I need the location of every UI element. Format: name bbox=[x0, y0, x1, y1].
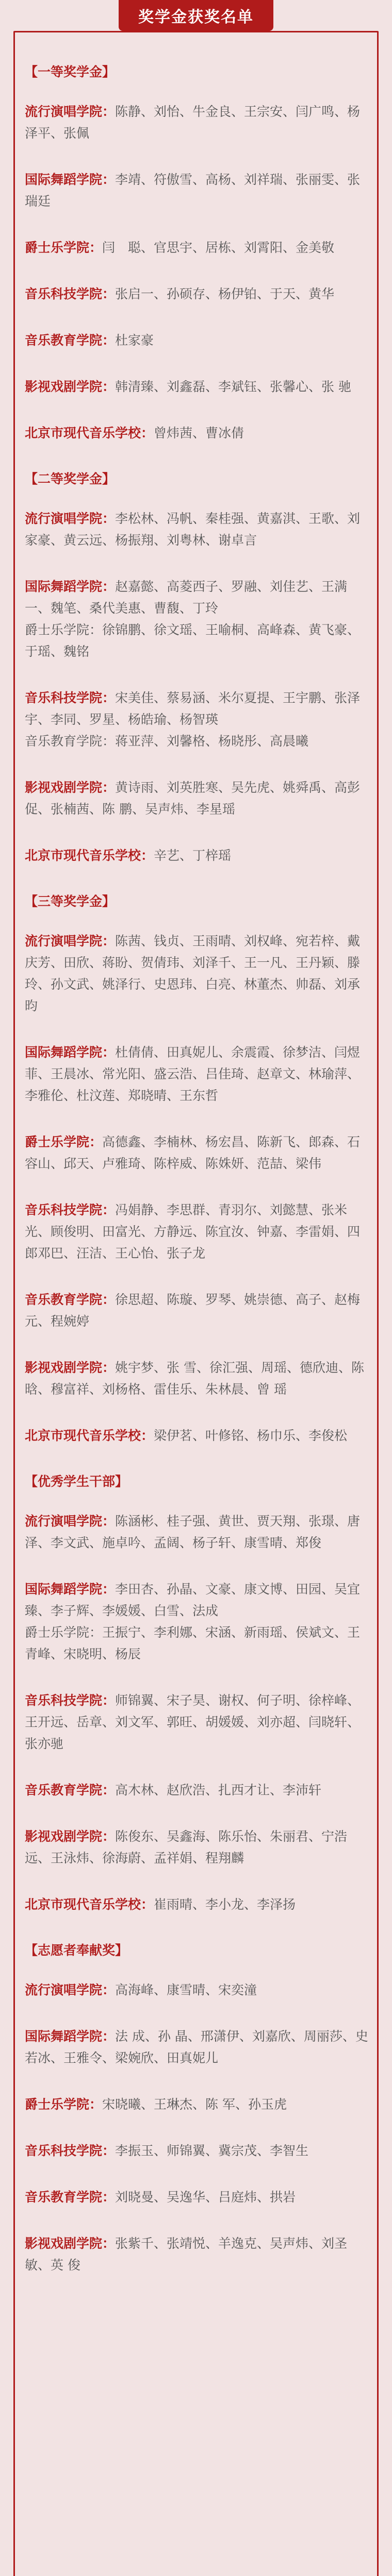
section-header: 【一等奖学金】 bbox=[25, 64, 116, 79]
award-group bbox=[25, 1199, 372, 1264]
recipient-names: 法 成、孙 晶、邢潇伊、刘嘉欣、周丽莎、史若冰、王雅令、梁婉欣、田真妮儿 bbox=[25, 2029, 368, 2065]
recipient-names: 赵嘉懿、高菱西子、罗融、刘佳艺、王满一、魏笔、桑代美惠、曹馥、丁玲 爵士乐学院：徐锦鹏、徐文瑶、王喻桐、高峰森、黄飞豪、于瑶、魏铭 bbox=[25, 579, 361, 659]
school-name: 音乐科技学院： bbox=[25, 1693, 116, 1708]
award-group bbox=[25, 508, 372, 551]
recipient-names: 韩清臻、刘鑫磊、李斌钰、张馨心、张 驰 bbox=[115, 379, 351, 394]
content bbox=[20, 62, 372, 2301]
recipient-names: 张启一、孙硕存、杨伊铂、于天、黄华 bbox=[115, 286, 335, 301]
school-name: 影视戏剧学院： bbox=[25, 1829, 116, 1844]
award-group bbox=[25, 1979, 372, 2001]
recipient-names: 辛艺、丁梓瑶 bbox=[154, 848, 232, 863]
recipient-names: 高木林、赵欣浩、扎西才让、李沛轩 bbox=[115, 1783, 322, 1798]
recipient-names: 师锦翼、宋子昊、谢权、何子明、徐梓峰、王开远、岳章、刘文军、郭旺、胡媛媛、刘亦超、闫晓轩、张亦驰 bbox=[25, 1693, 361, 1751]
award-group bbox=[25, 1042, 372, 1107]
award-group bbox=[25, 2233, 372, 2276]
section-header: 【二等奖学金】 bbox=[25, 471, 116, 486]
recipient-names: 宋美佳、蔡易涵、米尔夏提、王宇鹏、张泽宇、李同、罗星、杨皓瑜、杨智瑛 音乐教育学院：蒋亚萍、刘馨格、杨晓彤、高晨曦 bbox=[25, 690, 361, 749]
award-group bbox=[25, 1780, 372, 1801]
award-group bbox=[25, 283, 372, 305]
recipient-names: 曾炜茜、曹冰倩 bbox=[154, 426, 244, 440]
award-group bbox=[25, 1425, 372, 1447]
award-group bbox=[25, 2187, 372, 2208]
school-name: 国际舞蹈学院： bbox=[25, 2029, 116, 2044]
school-name: 北京市现代音乐学校： bbox=[25, 848, 154, 863]
recipient-names: 陈俊东、吴鑫海、陈乐怡、朱丽君、宁浩远、王泳炜、徐海蔚、孟祥娟、程翔麟 bbox=[25, 1829, 348, 1866]
school-name: 流行演唱学院： bbox=[25, 934, 116, 948]
school-name: 流行演唱学院： bbox=[25, 104, 116, 119]
school-name: 音乐教育学院： bbox=[25, 333, 116, 348]
section-first-prize bbox=[20, 62, 372, 444]
section-volunteer-award bbox=[20, 1940, 372, 2276]
award-group bbox=[25, 1511, 372, 1554]
award-group bbox=[25, 2140, 372, 2162]
section-outstanding-cadres bbox=[20, 1471, 372, 1916]
award-group bbox=[25, 1894, 372, 1916]
recipient-names: 张紫千、张靖悦、羊逸克、吴声炜、刘圣敏、英 俊 bbox=[25, 2236, 348, 2273]
award-group bbox=[25, 422, 372, 444]
award-group bbox=[25, 2094, 372, 2115]
school-name: 影视戏剧学院： bbox=[25, 780, 116, 795]
recipient-names: 崔雨晴、李小龙、李泽扬 bbox=[154, 1897, 296, 1912]
school-name: 流行演唱学院： bbox=[25, 1982, 116, 1997]
award-group bbox=[25, 1690, 372, 1755]
award-group bbox=[25, 576, 372, 663]
school-name: 北京市现代音乐学校： bbox=[25, 1428, 154, 1443]
school-name: 音乐教育学院： bbox=[25, 2190, 116, 2205]
school-name: 影视戏剧学院： bbox=[25, 2236, 116, 2251]
award-group bbox=[25, 1131, 372, 1175]
award-group bbox=[25, 1826, 372, 1869]
award-group bbox=[25, 930, 372, 1017]
recipient-names: 高德鑫、李楠林、杨宏昌、陈新飞、郎森、石容山、邱天、卢雅琦、陈梓威、陈姝妍、范喆、梁伟 bbox=[25, 1134, 361, 1171]
award-group bbox=[25, 1357, 372, 1400]
school-name: 北京市现代音乐学校： bbox=[25, 1897, 154, 1912]
recipient-names: 高海峰、康雪晴、宋奕潼 bbox=[115, 1982, 257, 1997]
award-group bbox=[25, 777, 372, 820]
school-name: 音乐教育学院： bbox=[25, 1292, 116, 1307]
school-name: 爵士乐学院： bbox=[25, 1134, 103, 1149]
school-name: 流行演唱学院： bbox=[25, 511, 116, 526]
recipient-names: 宋晓曦、王琳杰、陈 军、孙玉虎 bbox=[102, 2097, 287, 2112]
recipient-names: 黄诗雨、刘英胜寒、吴先虎、姚舜禹、高彭促、张楠茜、陈 鹏、吴声炜、李星瑶 bbox=[25, 780, 361, 817]
school-name: 音乐科技学院： bbox=[25, 2143, 116, 2158]
recipient-names: 梁伊茗、叶修铭、杨巾乐、李俊松 bbox=[154, 1428, 348, 1443]
school-name: 国际舞蹈学院： bbox=[25, 172, 116, 187]
section-third-prize bbox=[20, 891, 372, 1447]
recipient-names: 李振玉、师锦翼、冀宗茂、李智生 bbox=[115, 2143, 309, 2158]
award-group bbox=[25, 1579, 372, 1665]
recipient-names: 闫 聪、官思宇、居栋、刘霄阳、金美敬 bbox=[102, 240, 335, 255]
section-second-prize bbox=[20, 469, 372, 867]
award-group bbox=[25, 169, 372, 212]
recipient-names: 冯娟静、李思群、青羽尔、刘懿慧、张米光、顾俊明、田富光、方静远、陈宜汝、钟嘉、李雷娟、四郎邓巴、汪洁、王心怡、张子龙 bbox=[25, 1202, 361, 1261]
school-name: 影视戏剧学院： bbox=[25, 1360, 116, 1375]
recipient-names: 陈静、刘怡、牛金良、王宗安、闫广鸣、杨泽平、张佩 bbox=[25, 104, 361, 141]
award-group bbox=[25, 845, 372, 867]
award-group bbox=[25, 237, 372, 259]
page-title: 奖学金获奖名单 bbox=[119, 0, 273, 31]
recipient-names: 杜家豪 bbox=[115, 333, 154, 348]
recipient-names: 李松林、冯帆、秦桂强、黄嘉淇、王歌、刘家豪、黄云远、杨振翔、刘粤林、谢卓言 bbox=[25, 511, 361, 548]
school-name: 音乐科技学院： bbox=[25, 1202, 116, 1217]
school-name: 音乐教育学院： bbox=[25, 1783, 116, 1798]
award-group bbox=[25, 2026, 372, 2069]
recipient-names: 杜倩倩、田真妮儿、余震霞、徐梦洁、闫煜菲、王晨冰、常光阳、盛云浩、吕佳琦、赵章文、林瑜萍、李雅伦、杜汶莲、郑晓晴、王东哲 bbox=[25, 1045, 361, 1103]
school-name: 爵士乐学院： bbox=[25, 240, 103, 255]
school-name: 流行演唱学院： bbox=[25, 1514, 116, 1529]
school-name: 北京市现代音乐学校： bbox=[25, 426, 154, 440]
recipient-names: 姚宇梦、张 雪、徐汇强、周瑶、德欣迪、陈 晗、穆富祥、刘杨格、雷佳乐、朱林晨、曾 瑶 bbox=[25, 1360, 364, 1397]
school-name: 影视戏剧学院： bbox=[25, 379, 116, 394]
recipient-names: 陈涵彬、桂子强、黄世、贾天翔、张璟、唐泽、李文武、施卓吟、孟阔、杨子轩、康雪晴、郑俊 bbox=[25, 1514, 361, 1550]
section-header: 【优秀学生干部】 bbox=[25, 1474, 128, 1489]
section-header: 【志愿者奉献奖】 bbox=[25, 1943, 128, 1958]
recipient-names: 徐思超、陈璇、罗琴、姚崇德、高子、赵梅元、程婉婷 bbox=[25, 1292, 361, 1329]
school-name: 国际舞蹈学院： bbox=[25, 1582, 116, 1597]
award-group bbox=[25, 1289, 372, 1332]
award-group bbox=[25, 687, 372, 752]
recipient-names: 李田杏、孙晶、文豪、康文博、田园、吴宜臻、李子辉、李媛媛、白雪、法成 爵士乐学院：王振宁、李利娜、宋涵、新雨瑶、侯斌文、王青峰、宋晓明、杨辰 bbox=[25, 1582, 361, 1662]
recipient-names: 陈茜、钱贞、王雨晴、刘权峰、宛若梓、戴庆芳、田欣、蒋盼、贺倩玮、刘泽千、王一凡、王丹颖、滕玲、孙文武、姚泽行、史恩玮、白亮、林董杰、帅磊、刘承昀 bbox=[25, 934, 361, 1013]
school-name: 音乐科技学院： bbox=[25, 286, 116, 301]
award-group bbox=[25, 330, 372, 351]
school-name: 国际舞蹈学院： bbox=[25, 1045, 116, 1060]
recipient-names: 李靖、符傲雪、高杨、刘祥瑞、张丽雯、张瑞廷 bbox=[25, 172, 361, 209]
school-name: 国际舞蹈学院： bbox=[25, 579, 116, 594]
recipient-names: 刘晓曼、吴逸华、吕庭炜、拱岩 bbox=[115, 2190, 296, 2205]
award-group bbox=[25, 101, 372, 144]
school-name: 爵士乐学院： bbox=[25, 2097, 103, 2112]
school-name: 音乐科技学院： bbox=[25, 690, 116, 705]
award-group bbox=[25, 376, 372, 398]
section-header: 【三等奖学金】 bbox=[25, 894, 116, 909]
